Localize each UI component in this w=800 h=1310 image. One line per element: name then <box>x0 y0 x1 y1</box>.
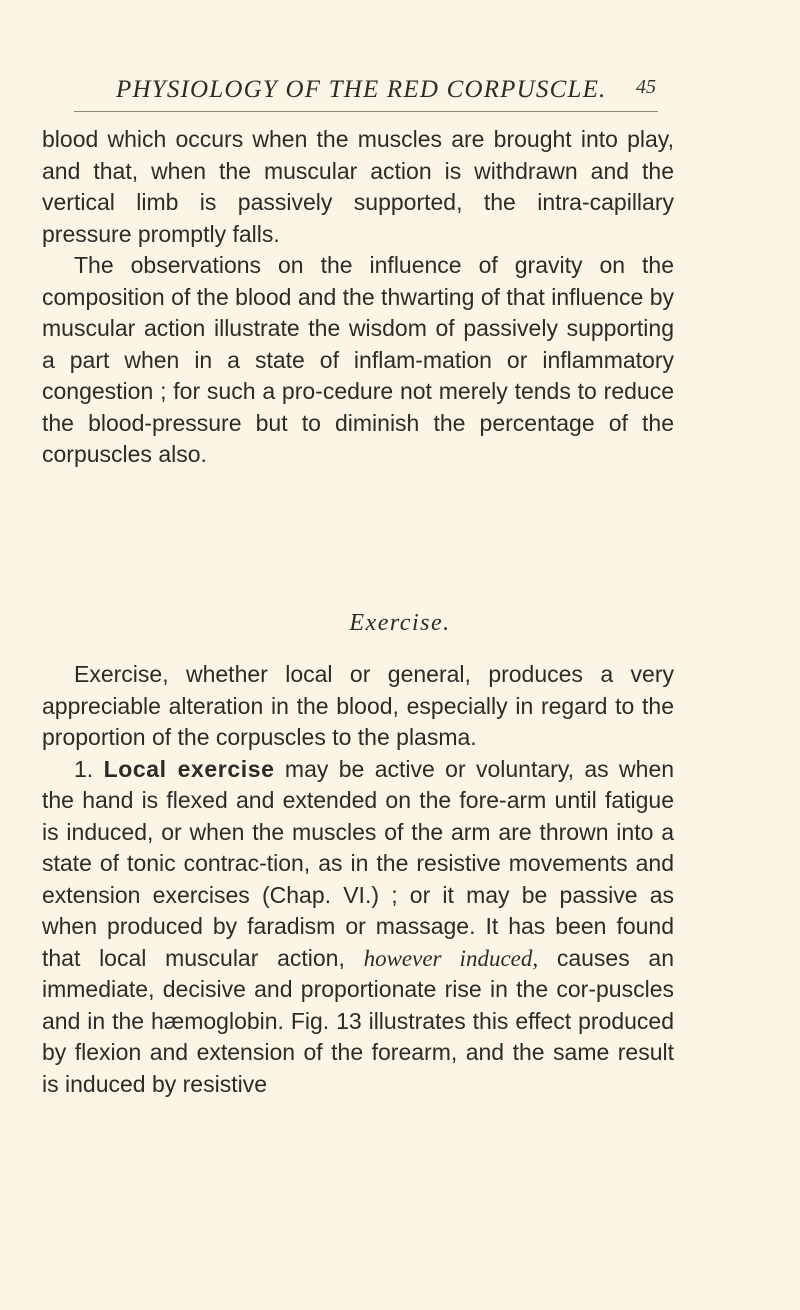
local-exercise-text-2: causes an immediate, decisive and proportionate rise in the cor-puscles and in the hæmoglobin. Fig. 13 illustrates this effect produced by flexion and extension of the forearm, and the same result is induced by resistive <box>42 944 675 1097</box>
running-header <box>116 76 656 106</box>
text-block-top <box>42 124 674 471</box>
term-local-exercise: Local exercise <box>103 755 275 782</box>
local-exercise-text-1: may be active or voluntary, as when the hand is flexed and extended on the fore-arm until fatigue is induced, or when the muscles of the arm are thrown into a state of tonic contrac-tion, as in the resistive movements and extension exercises (Chap. VI.) ; or it may be passive as when produced by faradism or massage. It has been found that local muscular action, <box>42 755 675 971</box>
section-heading-exercise: Exercise. <box>349 610 451 636</box>
header-rule <box>74 111 658 112</box>
running-title: PHYSIOLOGY OF THE RED CORPUSCLE. <box>116 76 607 103</box>
item-number: 1. <box>74 755 94 782</box>
phrase-however-induced: however induced, <box>363 945 539 971</box>
text-block-bottom <box>42 659 674 1100</box>
paragraph-continued: blood which occurs when the muscles are brought into play, and that, when the muscular action is withdrawn and the vertical limb is passively supported, the intra-capillary pressure promptly falls. <box>42 126 674 247</box>
page-number: 45 <box>636 76 656 98</box>
paragraph-local-exercise <box>42 754 674 1101</box>
paragraph-exercise-intro: Exercise, whether local or general, produces a very appreciable alteration in the blood, especially in regard to the proportion of the corpuscles to the plasma. <box>42 661 674 750</box>
paragraph-gravity-observations: The observations on the influence of gravity on the composition of the blood and the thwarting of that influence by muscular action illustrate the wisdom of passively supporting a part when in a state of inflam-mation or inflammatory congestion ; for such a pro-cedure not merely tends to reduce the blood-pressure but to diminish the percentage of the corpuscles also. <box>42 252 674 467</box>
